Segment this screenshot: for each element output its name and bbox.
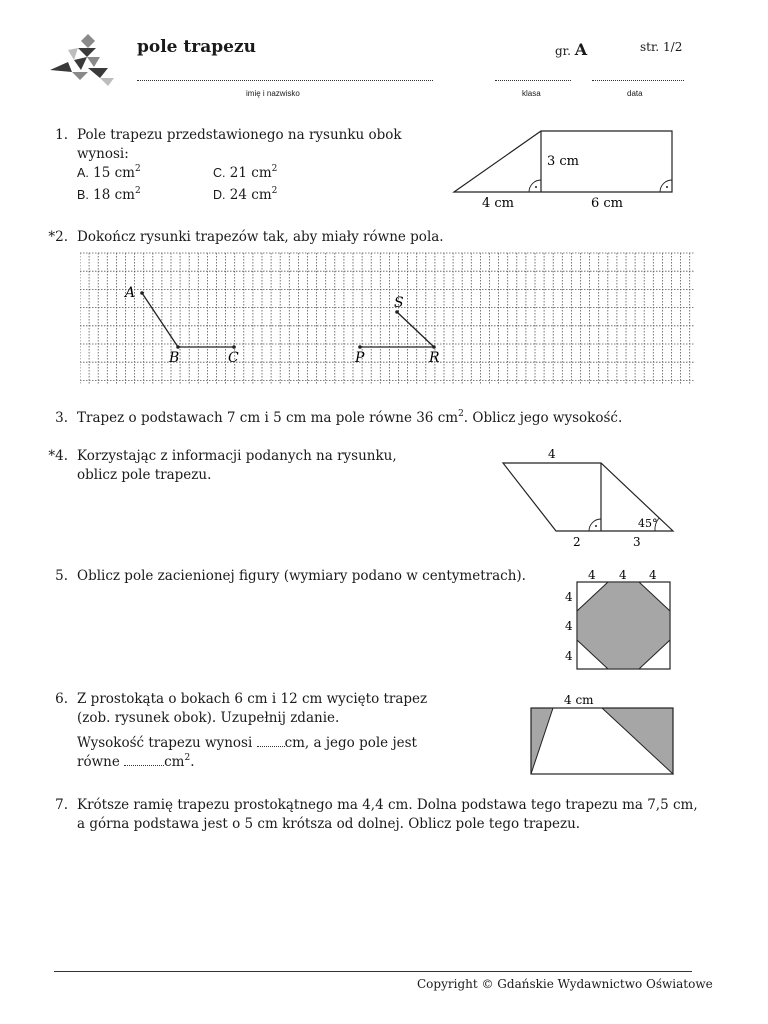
answer-value: 15 cm bbox=[93, 165, 135, 181]
answer-key: D. bbox=[213, 188, 226, 202]
class-field[interactable] bbox=[495, 80, 571, 81]
group-prefix: gr. bbox=[555, 44, 571, 58]
answer-key: A. bbox=[77, 166, 89, 180]
point-p-label: P bbox=[355, 350, 365, 366]
left-base-label: 4 cm bbox=[482, 196, 515, 211]
question-text: Pole trapezu przedstawionego na rysunku obok bbox=[77, 127, 402, 143]
question-text: (zob. rysunek obok). Uzupełnij zdanie. bbox=[77, 710, 340, 726]
question-text: oblicz pole trapezu. bbox=[77, 467, 212, 483]
point-r-label: R bbox=[429, 350, 440, 366]
q5-octagon-figure bbox=[560, 566, 675, 676]
question-text: wynosi: bbox=[77, 146, 129, 162]
answer-b[interactable] bbox=[77, 187, 141, 203]
fill-text: równe bbox=[77, 754, 120, 770]
top-base-label: 4 bbox=[548, 447, 556, 461]
top-label: 4 bbox=[649, 568, 657, 582]
group-indicator bbox=[555, 40, 587, 59]
answer-exponent: 2 bbox=[271, 186, 278, 196]
q6-fill-sentence bbox=[77, 734, 417, 753]
side-label: 4 bbox=[565, 590, 573, 604]
date-field[interactable] bbox=[592, 80, 684, 81]
worksheet-title: pole trapezu bbox=[137, 37, 256, 57]
publisher-logo bbox=[48, 34, 118, 90]
q1-trapezoid-figure bbox=[450, 125, 680, 215]
question-text: Trapez o podstawach 7 cm i 5 cm ma pole równe 36 cm bbox=[77, 410, 459, 426]
question-text: . Oblicz jego wysokość. bbox=[463, 410, 623, 426]
height-blank[interactable] bbox=[257, 734, 285, 747]
q2-grid[interactable] bbox=[80, 250, 694, 390]
question-number: 7. bbox=[55, 797, 68, 813]
angle-label: 45° bbox=[638, 517, 658, 530]
side-label: 4 bbox=[565, 649, 573, 663]
answer-exponent: 2 bbox=[134, 164, 141, 174]
name-label: imię i nazwisko bbox=[246, 89, 300, 98]
question-text: a górna podstawa jest o 5 cm krótsza od dolnej. Oblicz pole tego trapezu. bbox=[77, 816, 581, 832]
answer-key: C. bbox=[213, 166, 226, 180]
question-number: 3. bbox=[55, 410, 68, 426]
answer-value: 21 cm bbox=[229, 165, 272, 181]
page-number: str. 1/2 bbox=[640, 40, 683, 54]
exponent: 2 bbox=[184, 753, 191, 763]
fill-text: . bbox=[190, 754, 195, 770]
height-label: 3 cm bbox=[547, 154, 580, 169]
answer-exponent: 2 bbox=[271, 164, 278, 174]
question-number: *2. bbox=[48, 229, 68, 245]
point-c-label: C bbox=[228, 350, 239, 366]
answer-c[interactable] bbox=[213, 165, 277, 181]
point-b-label: B bbox=[169, 350, 180, 366]
question-text: Z prostokąta o bokach 6 cm i 12 cm wycięto trapez bbox=[77, 691, 428, 707]
question-number: *4. bbox=[48, 448, 68, 464]
right-base-label: 6 cm bbox=[591, 196, 624, 211]
area-blank[interactable] bbox=[124, 753, 164, 766]
q6-fill-sentence-2 bbox=[77, 753, 195, 772]
answer-value: 18 cm bbox=[93, 187, 135, 203]
side-label: 4 bbox=[565, 619, 573, 633]
group-letter: A bbox=[574, 40, 588, 59]
answer-a[interactable] bbox=[77, 165, 141, 181]
question-text: Krótsze ramię trapezu prostokątnego ma 4,4 cm. Dolna podstawa tego trapezu ma 7,5 cm, bbox=[77, 797, 698, 813]
date-label: data bbox=[627, 89, 643, 98]
point-a-label: A bbox=[125, 285, 136, 301]
name-field[interactable] bbox=[137, 80, 433, 81]
exponent: 2 bbox=[458, 409, 464, 419]
answer-value: 24 cm bbox=[229, 187, 272, 203]
q4-trapezoid-figure bbox=[495, 444, 685, 554]
question-number: 5. bbox=[55, 568, 68, 584]
top-label: 4 cm bbox=[564, 693, 594, 707]
q6-rectangle-figure bbox=[528, 690, 678, 780]
fill-text: cm, a jego pole jest bbox=[284, 735, 417, 751]
class-label: klasa bbox=[522, 89, 541, 98]
answer-d[interactable] bbox=[213, 187, 277, 203]
question-number: 6. bbox=[55, 691, 68, 707]
copyright-notice: Copyright © Gdańskie Wydawnictwo Oświatowe bbox=[417, 977, 713, 991]
top-label: 4 bbox=[619, 568, 627, 582]
answer-key: B. bbox=[77, 188, 89, 202]
question-text: Oblicz pole zacienionej figury (wymiary podano w centymetrach). bbox=[77, 568, 526, 584]
fill-text: Wysokość trapezu wynosi bbox=[77, 735, 253, 751]
footer-divider bbox=[54, 971, 692, 972]
bottom-right-label: 3 bbox=[633, 535, 641, 549]
point-s-label: S bbox=[394, 295, 404, 311]
top-label: 4 bbox=[588, 568, 596, 582]
bottom-left-label: 2 bbox=[573, 535, 581, 549]
fill-text: cm bbox=[164, 754, 185, 770]
answer-exponent: 2 bbox=[134, 186, 141, 196]
question-number: 1. bbox=[55, 127, 68, 143]
question-text: Dokończ rysunki trapezów tak, aby miały równe pola. bbox=[77, 229, 444, 245]
question-text: Korzystając z informacji podanych na rysunku, bbox=[77, 448, 397, 464]
